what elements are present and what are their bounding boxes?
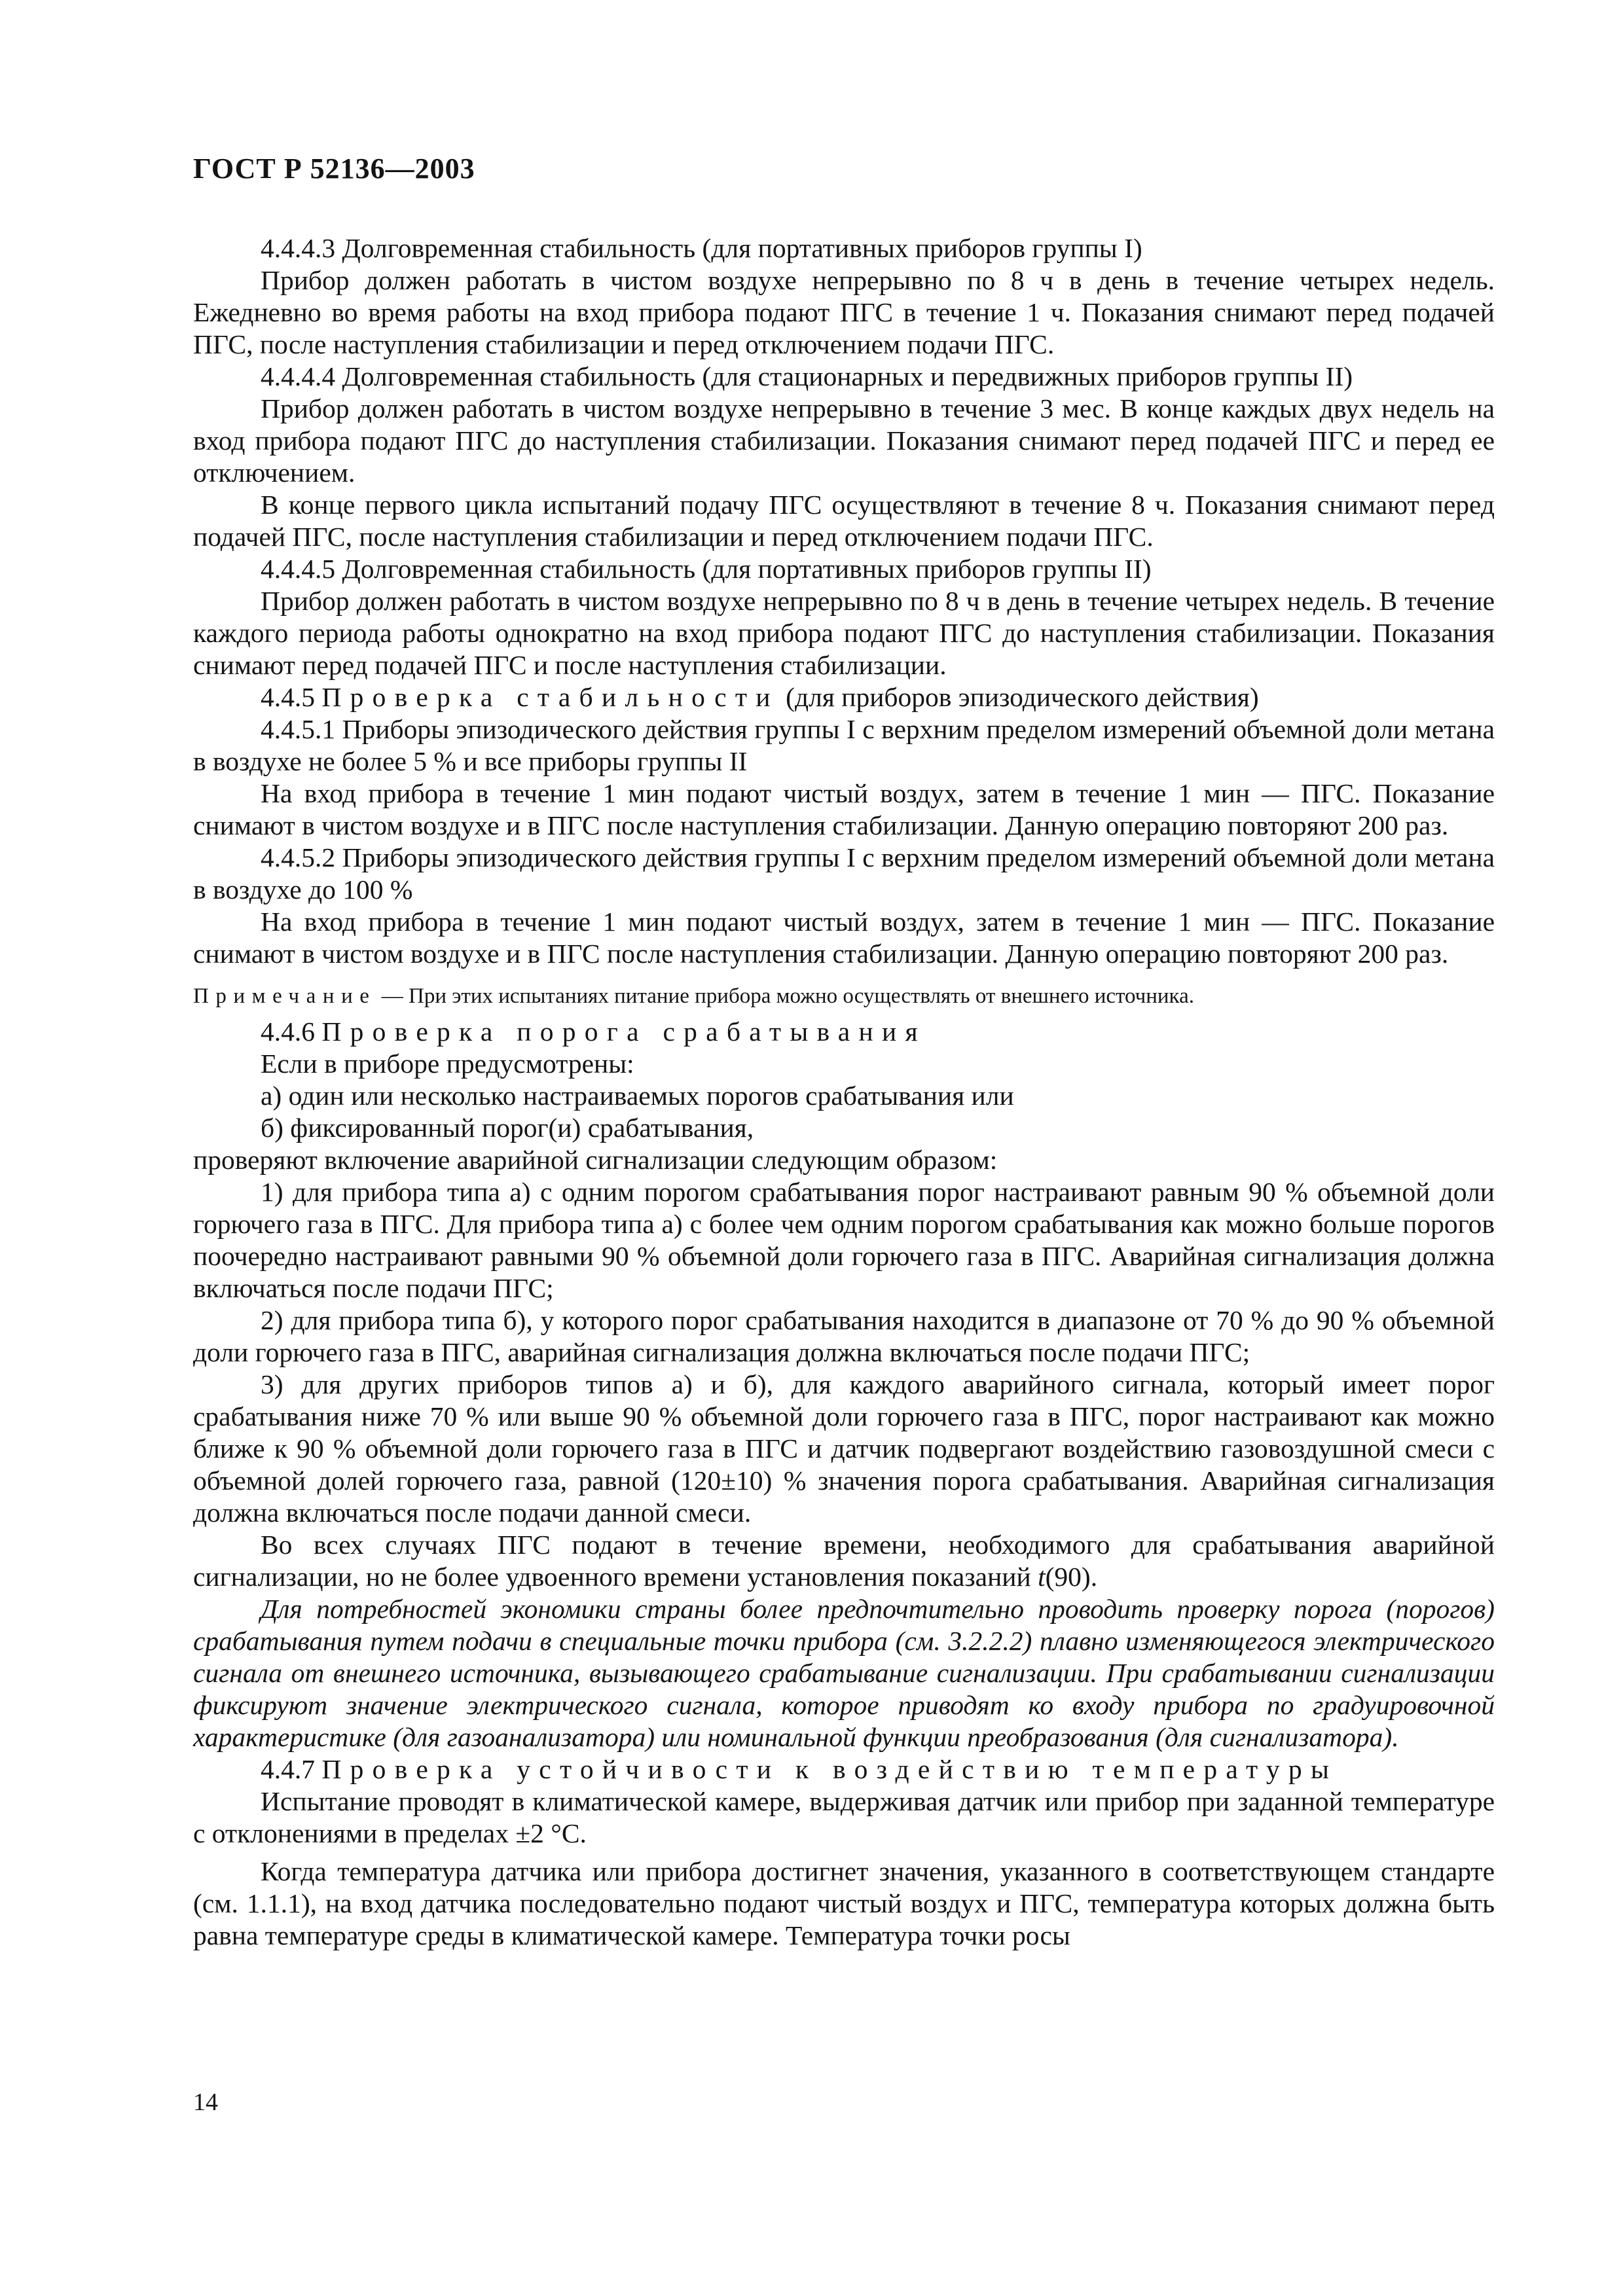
list-item: б) фиксированный порог(и) срабатывания,	[261, 1113, 754, 1143]
paragraph: На вход прибора в течение 1 мин подают чистый воздух, затем в течение 1 мин — ПГС. Показание снимают в чистом воздухе и в ПГС после наступления стабилизации. Данную операцию повторяют 200 раз.	[193, 778, 1495, 840]
list-item: 1) для прибора типа а) с одним порогом срабатывания порог настраивают равным 90 % объемной доли горючего газа в ПГС. Для прибора типа а) с более чем одним порогом срабатывания как можно больше порогов поочередно настраивают равными 90 % объемной доли горючего газа в ПГС. Аварийная сигнализация должна включаться после подачи ПГС;	[193, 1177, 1495, 1303]
paragraph	[193, 1529, 1495, 1593]
note-text: — При этих испытаниях питание прибора можно осуществлять от внешнего источника.	[376, 984, 1194, 1008]
list-item: 3) для других приборов типов а) и б), для каждого аварийного сигнала, который имеет порог срабатывания ниже 70 % или выше 90 % объемной доли горючего газа в ПГС, порог настраивают как можно ближе к 90 % объемной доли горючего газа в ПГС и датчик подвергают воздействию газовоздушной смеси с объемной долей горючего газа, равной (120±10) % значения порога срабатывания. Аварийная сигнализация должна включаться после подачи данной смеси.	[193, 1369, 1495, 1528]
section-title-spaced: Проверка порога срабатывания	[321, 1016, 926, 1047]
list-item: 2) для прибора типа б), у которого порог срабатывания находится в диапазоне от 70 % до 90 % объемной доли горючего газа в ПГС, аварийная сигнализация должна включаться после подачи ПГС;	[193, 1305, 1495, 1367]
paragraph: Прибор должен работать в чистом воздухе непрерывно в течение 3 мес. В конце каждых двух недель на вход прибора подают ПГС до наступления стабилизации. Показания снимают перед подачей ПГС и перед ее отключением.	[193, 393, 1495, 488]
section-heading-4-4-4-5: 4.4.4.5 Долговременная стабильность (для портативных приборов группы II)	[261, 554, 1152, 584]
section-heading-4-4-5	[193, 681, 1495, 713]
paragraph: Если в приборе предусмотрены:	[261, 1049, 634, 1079]
italic-paragraph: Для потребностей экономики страны более предпочтительно проводить проверку порога (порогов) срабатывания путем подачи в специальные точки прибора (см. 3.2.2.2) плавно изменяющегося электрического сигнала от внешнего источника, вызывающего срабатывание сигнализации. При срабатывании сигнализации фиксируют значение электрического сигнала, которое приводят ко входу прибора по градуировочной характеристике (для газоанализатора) или номинальной функции преобразования (для сигнализатора).	[193, 1594, 1495, 1752]
section-title-spaced: Проверка стабильности	[321, 682, 779, 712]
page-number: 14	[193, 2089, 218, 2116]
document-header: ГОСТ Р 52136—2003	[193, 152, 475, 185]
paragraph: На вход прибора в течение 1 мин подают чистый воздух, затем в течение 1 мин — ПГС. Показание снимают в чистом воздухе и в ПГС после наступления стабилизации. Данную операцию повторяют 200 раз.	[193, 906, 1495, 969]
list-item: а) один или несколько настраиваемых порогов срабатывания или	[261, 1081, 1014, 1111]
section-number: 4.4.7	[261, 1754, 315, 1784]
section-heading-4-4-4-3: 4.4.4.3 Долговременная стабильность (для портативных приборов группы I)	[261, 233, 1142, 263]
paragraph: Когда температура датчика или прибора достигнет значения, указанного в соответствующем стандарте (см. 1.1.1), на вход датчика последовательно подают чистый воздух и ПГС, температура которых должна быть равна температуре среды в климатической камере. Температура точки росы	[193, 1856, 1495, 1950]
document-body	[193, 232, 1495, 1952]
paragraph: проверяют включение аварийной сигнализации следующим образом:	[193, 1145, 998, 1175]
paragraph: Прибор должен работать в чистом воздухе непрерывно по 8 ч в день в течение четырех недель. Ежедневно во время работы на вход прибора подают ПГС в течение 1 ч. Показания снимают перед подачей ПГС, после наступления стабилизации и перед отключением подачи ПГС.	[193, 265, 1495, 359]
section-heading-4-4-5-2: 4.4.5.2 Приборы эпизодического действия группы I с верхним пределом измерений объемной доли метана в воздухе до 100 %	[193, 842, 1495, 905]
paragraph: Прибор должен работать в чистом воздухе непрерывно по 8 ч в день в течение четырех недель. В течение каждого периода работы однократно на вход прибора подают ПГС до наступления стабилизации. Показания снимают перед подачей ПГС и после наступления стабилизации.	[193, 586, 1495, 680]
section-number: 4.4.6	[261, 1016, 315, 1047]
variable-t: t	[1038, 1562, 1046, 1592]
section-heading-4-4-5-1: 4.4.5.1 Приборы эпизодического действия группы I с верхним пределом измерений объемной доли метана в воздухе не более 5 % и все приборы группы II	[193, 714, 1495, 776]
section-heading-4-4-7	[193, 1753, 1495, 1785]
note-label: Примечание	[193, 984, 376, 1008]
note	[193, 982, 1495, 1011]
paragraph: Испытание проводят в климатической камере, выдерживая датчик или прибор при заданной температуре с отклонениями в пределах ±2 °С.	[193, 1786, 1495, 1848]
paragraph: В конце первого цикла испытаний подачу ПГС осуществляют в течение 8 ч. Показания снимают перед подачей ПГС, после наступления стабилизации и перед отключением подачи ПГС.	[193, 490, 1495, 552]
section-number: 4.4.5	[261, 682, 315, 712]
paragraph-text: Во всех случаях ПГС подают в течение времени, необходимого для срабатывания аварийной сигнализации, но не более удвоенного времени установления показаний	[193, 1530, 1495, 1592]
section-title-spaced: Проверка устойчивости к воздействию температуры	[321, 1754, 1338, 1784]
section-heading-4-4-4-4: 4.4.4.4 Долговременная стабильность (для стационарных и передвижных приборов группы II)	[261, 361, 1353, 391]
section-heading-4-4-6	[193, 1016, 1495, 1048]
paragraph-text-end: (90).	[1045, 1562, 1098, 1592]
section-title-rest: (для приборов эпизодического действия)	[786, 682, 1259, 712]
